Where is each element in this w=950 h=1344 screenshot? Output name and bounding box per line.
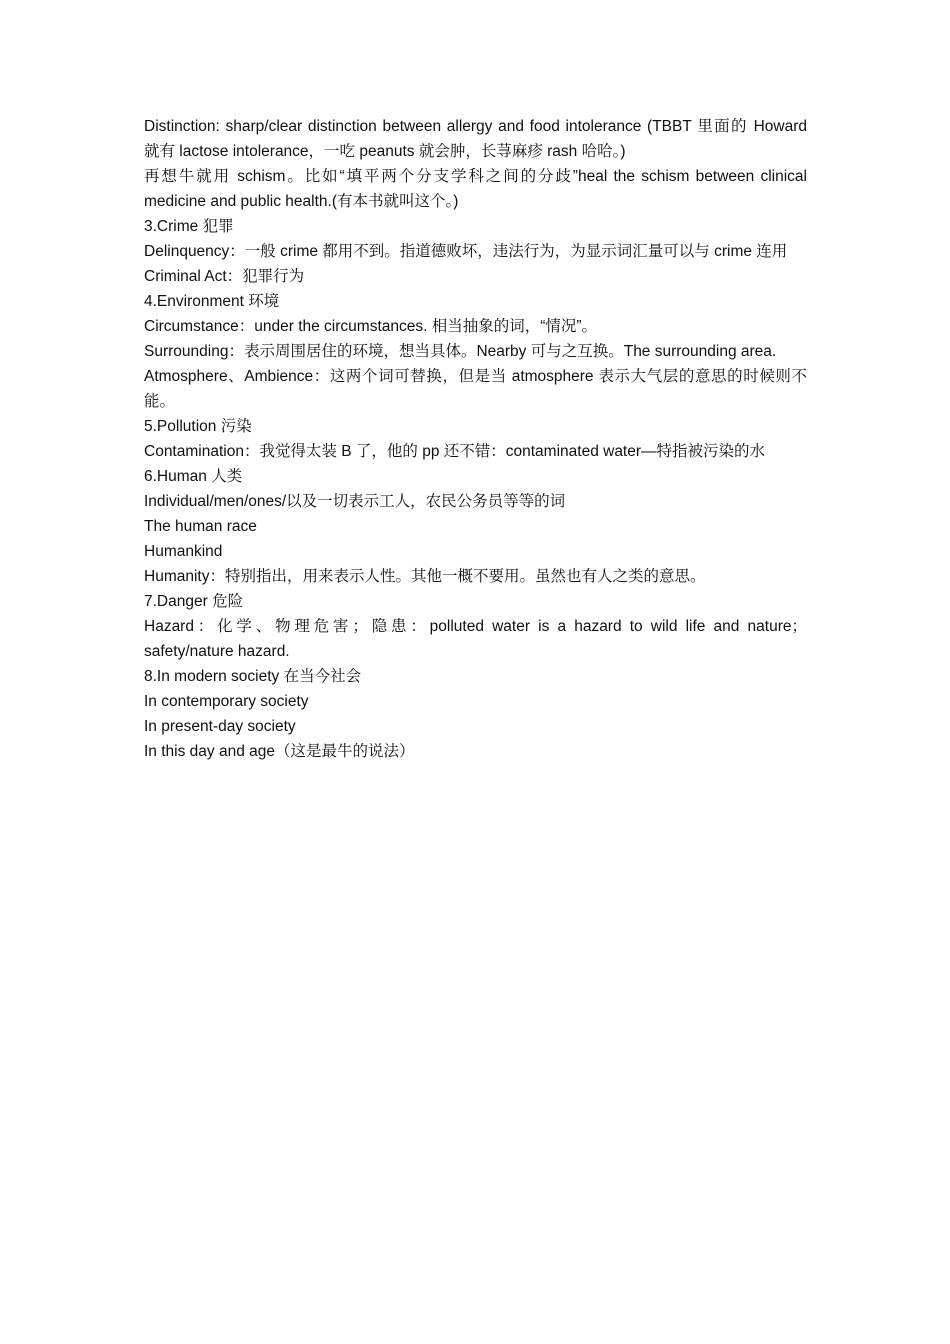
- present-day-society-line: In present-day society: [144, 718, 296, 735]
- heading-human: 6.Human 人类: [144, 468, 243, 485]
- contamination-line: Contamination：我觉得太装 B 了，他的 pp 还不错：contaminated water—特指被污染的水: [144, 443, 766, 460]
- document-body: [144, 114, 807, 764]
- contemporary-society-line: In contemporary society: [144, 693, 309, 710]
- distinction-paragraph: Distinction: sharp/clear distinction between allergy and food intolerance (TBBT 里面的 Howard 就有 lactose intolerance，一吃 peanuts 就会肿，长荨麻疹 rash 哈哈。): [144, 118, 807, 160]
- humanity-line: Humanity：特别指出，用来表示人性。其他一概不要用。虽然也有人之类的意思。: [144, 568, 706, 585]
- delinquency-paragraph: Delinquency：一般 crime 都用不到。指道德败坏，违法行为，为显示词汇量可以与 crime 连用: [144, 243, 788, 260]
- heading-pollution: 5.Pollution 污染: [144, 418, 252, 435]
- humankind-line: Humankind: [144, 543, 223, 560]
- schism-paragraph: 再想牛就用 schism。比如“填平两个分支学科之间的分歧”heal the schism between clinical medicine and public health.(有本书就叫这个。): [144, 168, 807, 210]
- hazard-paragraph: Hazard：化学、物理危害；隐患：polluted water is a hazard to wild life and nature；safety/nature hazard.: [144, 618, 807, 660]
- surrounding-line: Surrounding：表示周围居住的环境，想当具体。Nearby 可与之互换。The surrounding area.: [144, 343, 777, 360]
- heading-crime: 3.Crime 犯罪: [144, 218, 234, 235]
- heading-modern-society: 8.In modern society 在当今社会: [144, 668, 362, 685]
- individual-line: Individual/men/ones/以及一切表示工人，农民公务员等等的词: [144, 493, 566, 510]
- human-race-line: The human race: [144, 518, 257, 535]
- circumstance-line: Circumstance：under the circumstances. 相当抽象的词，“情况”。: [144, 318, 598, 335]
- criminal-act-line: Criminal Act：犯罪行为: [144, 268, 305, 285]
- heading-danger: 7.Danger 危险: [144, 593, 244, 610]
- this-day-and-age-line: In this day and age（这是最牛的说法）: [144, 743, 415, 760]
- heading-environment: 4.Environment 环境: [144, 293, 280, 310]
- atmosphere-paragraph: Atmosphere、Ambience：这两个词可替换，但是当 atmosphere 表示大气层的意思的时候则不能。: [144, 368, 807, 410]
